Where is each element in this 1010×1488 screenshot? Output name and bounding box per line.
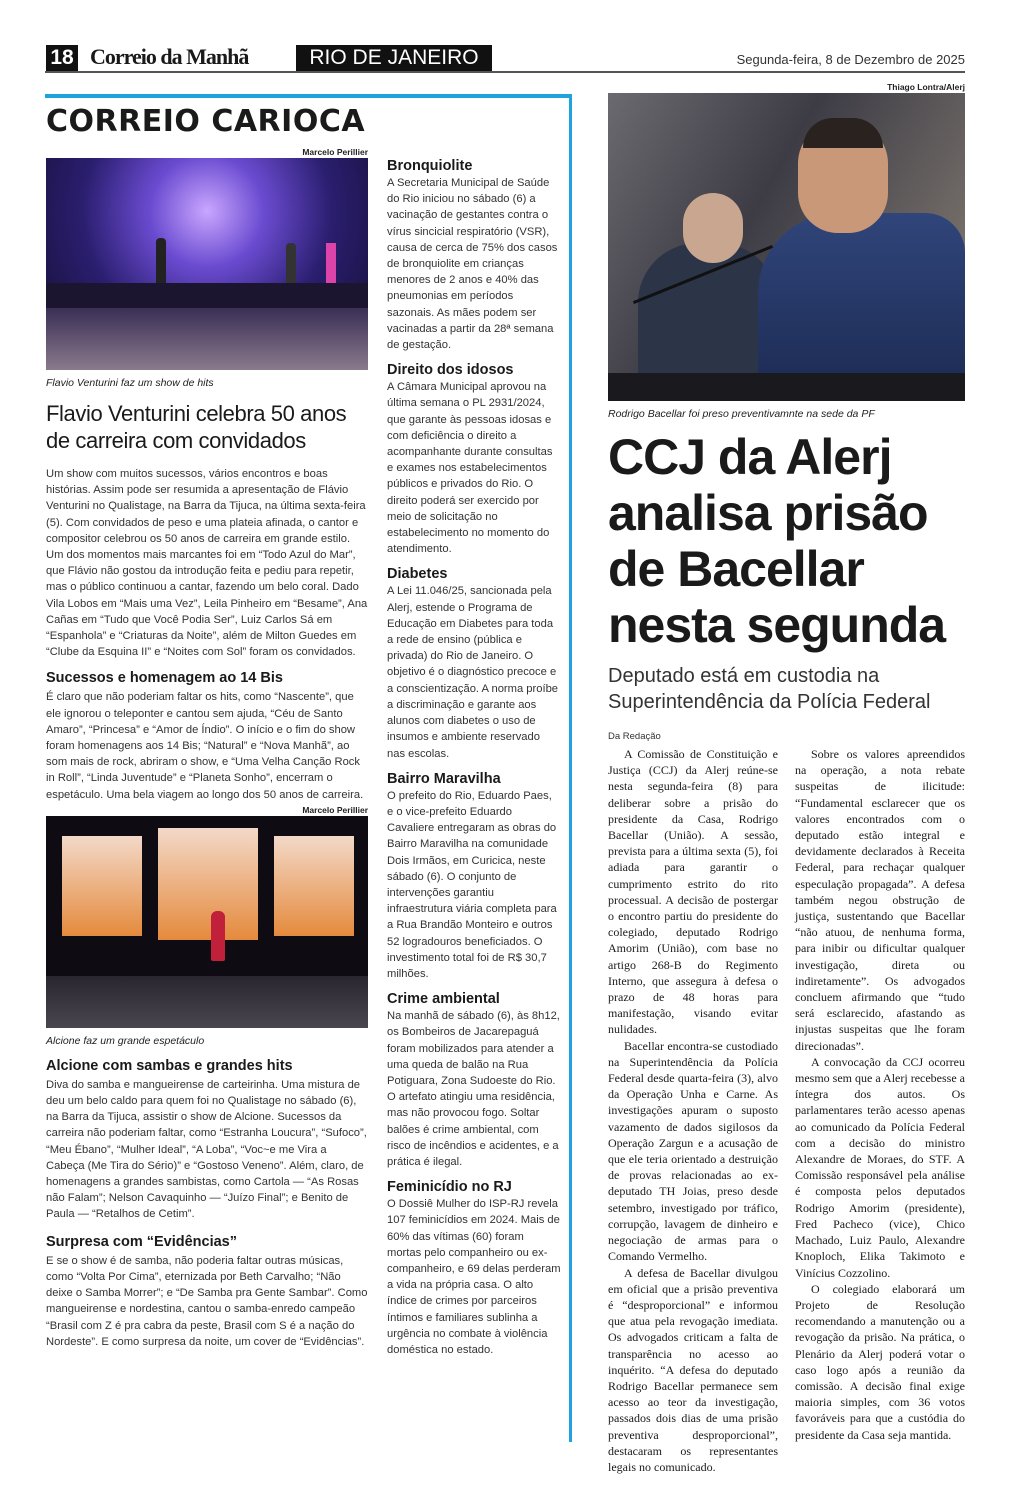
- note-title: Direito dos idosos: [387, 362, 514, 379]
- article-paragraph: Bacellar encontra-se custodiado na Superintendência da Polícia Federal desde quarta-feira (3), alvo da Operação Unha e Carne. As investigações apuram o suposto vazamento de dados sigilosos da Operação Zargun e a acusação de que ele teria orientado a destruição de provas relacionadas ao ex-deputado TH Joias, preso desde setembro, investigado por tráfico, corrupção, lavagem de dinheiro e negociação de armas para o Comando Vermelho.: [608, 1038, 778, 1264]
- column-title: CORREIO CARIOCA: [46, 104, 366, 139]
- article-headline: Flavio Venturini celebra 50 anos de carreira com convidados: [46, 401, 347, 453]
- subheading: Alcione com sambas e grandes hits: [46, 1057, 293, 1074]
- article-body: Diva do samba e mangueirense de carteirinha. Uma mistura de deu um belo caldo para quem foi no Qualistage no sábado (6), na Barra da Tijuca, assistir o show de Alcione. Sucessos da carreira não poderiam faltar, como “Estranha Loucura”, “Sufoco”, “Meu Ébano”, “Mulher Ideal”, “A Loba”, “Voc~e me Vira a Cabeça (Me Tira do Sério)” e “Gostoso Veneno”. Além, claro, de homenagens a grandes sambistas, como Cartola — “As Rosas não Falam”; Nelson Cavaquinho — “Juízo Final”; e Benito de Paula — “Retalhos de Cetim”.: [46, 1078, 367, 1221]
- note-title: Bairro Maravilha: [387, 770, 501, 787]
- note-text: A Câmara Municipal aprovou na última semana o PL 2931/2024, que garante às pessoas idosas e com deficiência o direito a acompanhante durante consultas e exames nos estabelecimentos públicos e privados do Rio. O direito poderá ser exercido por meio de solicitação no estabelecimento no momento do atendimento.: [387, 381, 553, 556]
- column-box-top-border: [45, 94, 572, 98]
- main-deck: Deputado está em custodia na Superintendência da Polícia Federal: [608, 665, 931, 713]
- note-text: Na manhã de sábado (6), às 8h12, os Bombeiros de Jacarepaguá foram mobilizados para atender a uma queda de balão na Rua Potiguara, Zona Sudoeste do Rio. O artefato atingiu uma residência, mas não provocou fogo. Soltar balões é crime ambiental, com risco de incêndios e acidentes, e a prática é ilegal.: [387, 1010, 560, 1168]
- note-text: O prefeito do Rio, Eduardo Paes, e o vice-prefeito Eduardo Cavaliere entregaram as obras do Bairro Maravilha na comunidade Dois Irmãos, em Curicica, neste sábado (6). O conjunto de intervenções garantiu infraestrutura viária completa para a Rua Brandão Monteiro e outros 52 logradouros beneficiados. O investimento total foi de R$ 30,7 milhões.: [387, 789, 557, 980]
- concert-photo-venturini: [46, 158, 368, 370]
- article-paragraph: O colegiado elaborará um Projeto de Resolução recomendando a manutenção ou a revogação da prisão. Na prática, o Plenário da Alerj poderá votar o caso logo após a reunião da comissão. A decisão final exige maioria simples, com 36 votos favoráveis para que a custódia do presidente da Casa seja mantida.: [795, 1281, 965, 1442]
- main-article-body: [608, 746, 965, 1475]
- photo-caption: Rodrigo Bacellar foi preso preventivamnte na sede da PF: [608, 408, 875, 420]
- note-title: Crime ambiental: [387, 991, 500, 1008]
- byline: Da Redação: [608, 731, 661, 742]
- note-bronquiolite: [387, 157, 561, 353]
- note-title: Diabetes: [387, 566, 448, 583]
- photo-caption: Alcione faz um grande espetáculo: [46, 1034, 205, 1047]
- hearing-photo-bacellar: [608, 93, 965, 401]
- article-paragraph: A convocação da CCJ ocorreu mesmo sem que a Alerj recebesse a íntegra dos autos. Os parlamentares terão acesso apenas ao comunicado da Polícia Federal com a decisão do ministro Alexandre de Moraes, do STF. A Comissão responsável pela análise é composta pelos deputados Rodrigo Amorim (presidente), Fred Pacheco (vice), Chico Machado, Luiz Paulo, Alexandre Knoploch, Elika Takimoto e Vinícius Cozzolino.: [795, 1054, 965, 1280]
- article-body: E se o show é de samba, não poderia faltar outras músicas, como “Volta Por Cima”, eternizada por Beth Carvalho; “Não deixe o Samba Morrer”; e “De Samba pra Gente Sambar”. Como mangueirense e nordestina, cantou o samba-enredo campeão “Brasil com Z é pra cabra da peste, Brasil com S é a nação do Nordeste”. E como surpresa da noite, um cover de “Evidências”.: [46, 1254, 368, 1348]
- note-crime-ambiental: [387, 990, 561, 1170]
- article-paragraph: Sobre os valores apreendidos na operação, a nota rebate suspeitas de ilicitude: “Fundamental esclarecer que os valores encontrados com o deputado estão integral e devidamente declarados à Receita Federal, para rechaçar qualquer especulação propagada”. A defesa também negou obstrução de justiça, sustentando que Bacellar “não atuou, de nenhuma forma, para inibir ou dificultar qualquer investigação, direta ou indiretamente”. Os advogados concluem afirmando que “tudo será esclarecido, afastando as injustas suspeitas que lhe foram direcionadas”.: [795, 747, 965, 1053]
- concert-photo-alcione: [46, 816, 368, 1028]
- issue-date: Segunda-feira, 8 de Dezembro de 2025: [736, 52, 965, 67]
- note-direito-idosos: [387, 361, 561, 557]
- note-title: Feminicídio no RJ: [387, 1179, 512, 1196]
- main-story: [608, 82, 965, 1475]
- newspaper-logo: Correio da Manhã: [90, 44, 249, 69]
- photo-credit: Marcelo Perillier: [302, 804, 368, 815]
- note-text: A Secretaria Municipal de Saúde do Rio iniciou no sábado (6) a vacinação de gestantes contra o vírus sincicial respiratório (VSR), causa de cerca de 75% dos casos de bronquiolite em crianças menores de 2 anos e 40% das pneumonias em períodos sazonais. As mães podem ser vacinadas a partir da 28ª semana de gestação.: [387, 177, 558, 352]
- section-label: RIO DE JANEIRO: [296, 45, 492, 71]
- column-box-right-border: [569, 94, 572, 1442]
- article-body: É claro que não poderiam faltar os hits, como “Nascente”, que ele ignorou o teleponter e cantou sem ajuda, “Céu de Santo Amaro”, “Princesa” e “Amor de Índio”. O início e o fim do show foram homenagens aos 14 Bis; “Natural” e “Nova Manhã”, ao som mais de rock, abriram o show, e “Uma Velha Canção Rock in Roll”, “Linda Juventude” e “Planeta Sonho”, encerram o espetáculo. Uma bela viagem ao longo dos 50 anos de carreira.: [46, 691, 364, 801]
- note-bairro-maravilha: [387, 770, 561, 982]
- note-text: O Dossiê Mulher do ISP-RJ revela 107 feminicídios em 2024. Mais de 60% das vítimas (60) foram mortas pelo companheiro ou ex-companheiro, e 69 delas perderam a vida na própria casa. O alto índice de crimes por parceiros íntimos e familiares sublinha a urgência no combate à violência doméstica no estado.: [387, 1198, 561, 1356]
- note-feminicidio: [387, 1178, 561, 1358]
- photo-credit: Marcelo Perillier: [302, 147, 368, 157]
- subheading: Surpresa com “Evidências”: [46, 1233, 237, 1250]
- article-paragraph: A defesa de Bacellar divulgou em oficial que a prisão preventiva é “desproporcional” e informou que atua pela revogação imediata. Os advogados criticam a falta de transparência no acesso ao inquérito. “A defesa do deputado Rodrigo Bacellar permanece sem acesso ao teor da investigação, passados dois dias de uma prisão preventiva desproporcional”, destacaram os representantes legais no comunicado.: [608, 1265, 778, 1474]
- subheading: Sucessos e homenagem ao 14 Bis: [46, 670, 283, 687]
- main-headline: CCJ da Alerj analisa prisão de Bacellar nesta segunda: [608, 429, 946, 653]
- article-intro: Um show com muitos sucessos, vários encontros e boas histórias. Assim pode ser resumida a apresentação de Flávio Venturini no Qualistage, na Barra da Tijuca, na última sexta-feira (5). Com convidados de peso e uma plateia afinada, o cantor e compositor celebrou os 50 anos de carreira em grande estilo. Um dos momentos mais marcantes foi em “Todo Azul do Mar”, que Flávio não gostou da introdução feita e pediu para repetir, mas o público continuou a cantar, fazendo um belo coral. Dado Vila Lobos em “Mais uma Vez”, Leila Pinheiro em “Besame”, Ana Cañas em “Tudo que Você Podia Ser”, Luiz Carlos Sá em “Espanhola” e “Criaturas da Noite”, além de Milton Guedes em “Clube da Esquina II” e “Noites com Sol” foram os convidados.: [46, 468, 368, 659]
- photo-credit: Thiago Lontra/Alerj: [887, 82, 965, 92]
- header-divider: [45, 71, 965, 73]
- notes-column: [387, 157, 561, 1366]
- article-paragraph: A Comissão de Constituição e Justiça (CCJ) da Alerj reúne-se nesta segunda-feira (8) para deliberar sobre a prisão do presidente da Casa, Rodrigo Bacellar (União). A sessão, prevista para a última sexta (5), foi adiada para garantir o cumprimento estrito do rito processual. A decisão de postergar o encontro partiu do presidente do colegiado, deputado Rodrigo Amorim (União), com base no artigo 268-B do Regimento Interno, que assegura à defesa o prazo de 48 horas para manifestação, visando evitar nulidades.: [608, 747, 778, 1037]
- note-diabetes: [387, 565, 561, 761]
- note-text: A Lei 11.046/25, sancionada pela Alerj, estende o Programa de Educação em Diabetes para toda a rede de ensino (pública e privada) do Rio de Janeiro. O objetivo é o diagnóstico precoce e a conscientização. A norma proíbe a discriminação e garante aos alunos com diabetes o uso de insumos e ambiente reservado nas escolas.: [387, 585, 559, 760]
- photo-caption: Flavio Venturini faz um show de hits: [46, 377, 214, 389]
- note-title: Bronquiolite: [387, 158, 473, 174]
- page-number: 18: [46, 45, 78, 71]
- left-column: [46, 147, 368, 1350]
